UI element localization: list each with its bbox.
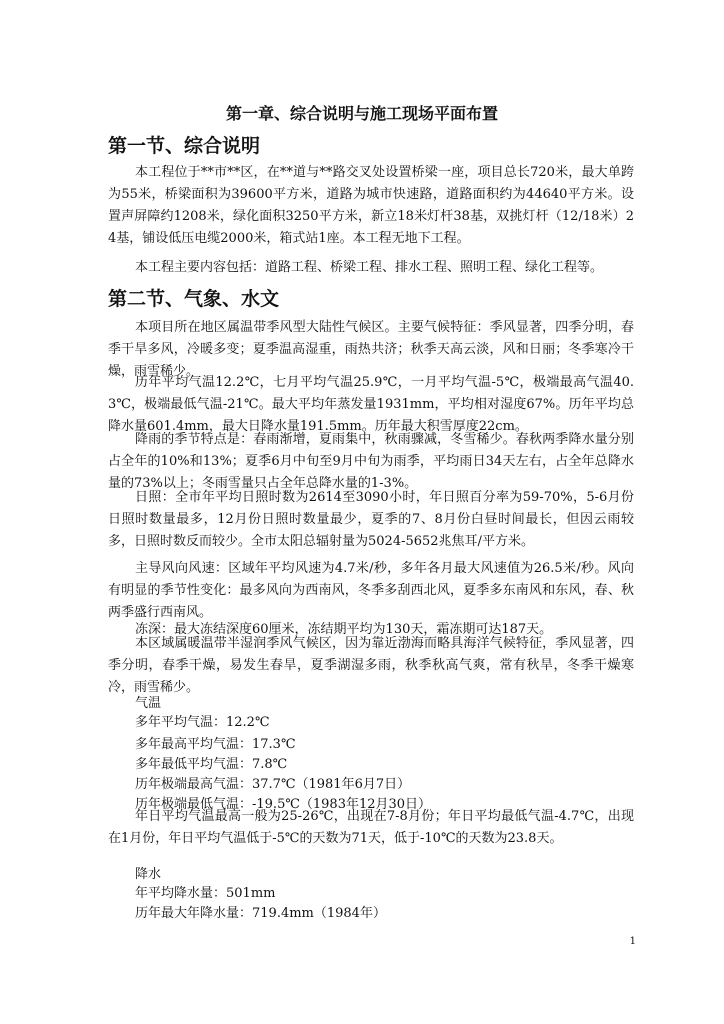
section-title-climate: 第二节、气象、水文	[108, 288, 280, 310]
paragraph-regional-climate: 本区域属暖温带半湿润季风气候区，因为靠近渤海而略具海洋气候特征，季风显著，四季分明，春季干燥，易发生春旱，夏季湖湿多雨，秋季秋高气爽，常有秋旱，冬季干燥寒冷，雨雪稀少。	[108, 636, 634, 695]
paragraph-project-scope: 本工程主要内容包括：道路工程、桥梁工程、排水工程、照明工程、绿化工程等。	[135, 260, 604, 275]
chapter-title: 第一章、综合说明与施工现场平面布置	[225, 104, 498, 123]
paragraph-sunshine: 日照：全市年平均日照时数为2614至3090小时，年日照百分率为59-70%，5-6月份日照时数量最多，12月份日照时数量最少，夏季的7、8月份白昼时间最长，但因云雨较多，日照时数反而较少。全市太阳总辐射量为5024-5652兆焦耳/平方米。	[108, 490, 634, 549]
precipitation-item: 年平均降水量：501mm	[135, 886, 276, 901]
paragraph-frost-depth: 冻深：最大冻结深度60厘米，冻结期平均为130天，霜冻期可达187天。	[135, 622, 553, 637]
temperature-item: 多年最高平均气温：17.3℃	[135, 737, 296, 752]
temperature-item: 多年最低平均气温：7.8℃	[135, 757, 288, 772]
paragraph-temperature-stats: 历年平均气温12.2℃，七月平均气温25.9℃，一月平均气温-5℃，极端最高气温40.3℃，极端最低气温-21℃。最大平均年蒸发量1931mm，平均相对湿度67%。历年平均总降水量601.4mm，最大日降水量191.5mm。历年最大积雪厚度22cm。	[108, 375, 634, 434]
section-title-overview: 第一节、综合说明	[108, 135, 261, 157]
paragraph-wind: 主导风向风速：区域年平均风速为4.7米/秒，多年各月最大风速值为26.5米/秒。风向有明显的季节性变化：最多风向为西南风，冬季多刮西北风，夏季多东南风和东风，春、秋两季盛行西南风。	[108, 561, 634, 620]
temperature-item: 历年极端最高气温：37.7℃（1981年6月7日）	[135, 777, 411, 792]
precipitation-heading: 降水	[135, 867, 162, 882]
paragraph-daily-temperature: 年日平均气温最高一般为25-26℃，出现在7-8月份；年日平均最低气温-4.7℃，出现在1月份，年日平均气温低于-5℃的天数为71天，低于-10℃的天数为23.8天。	[108, 809, 634, 846]
temperature-item: 历年极端最低气温：-19.5℃（1983年12月30日）	[135, 797, 432, 812]
paragraph-project-overview: 本工程位于**市**区，在**道与**路交叉处设置桥梁一座，项目总长720米，最大单跨为55米，桥梁面积为39600平方米，道路为城市快速路，道路面积约为44640平方米。设置声屏障约1208米，绿化面积3250平方米，新立18米灯杆38基，双挑灯杆（12/18米）24基，铺设低压电缆2000米，箱式站1座。本工程无地下工程。	[108, 165, 634, 246]
temperature-item: 多年平均气温：12.2℃	[135, 715, 270, 730]
temperature-heading: 气温	[135, 696, 162, 711]
paragraph-rainfall-season: 降雨的季节特点是：春雨渐增，夏雨集中，秋雨骤减，冬雪稀少。春秋两季降水量分别占全年的10%和13%；夏季6月中旬至9月中旬为雨季，平均雨日34天左右，占全年总降水量的73%以上；冬雨雪量只占全年总降水量的1-3%。	[108, 432, 634, 491]
paragraph-climate-zone: 本项目所在地区属温带季风型大陆性气候区。主要气候特征：季风显著，四季分明，春季干旱多风，冷暖多变；夏季温高湿重，雨热共济；秋季天高云淡，风和日丽；冬季寒冷干燥，雨雪稀少。	[108, 320, 634, 379]
precipitation-item: 历年最大年降水量：719.4mm（1984年）	[135, 906, 386, 921]
page-number: 1	[629, 936, 636, 947]
